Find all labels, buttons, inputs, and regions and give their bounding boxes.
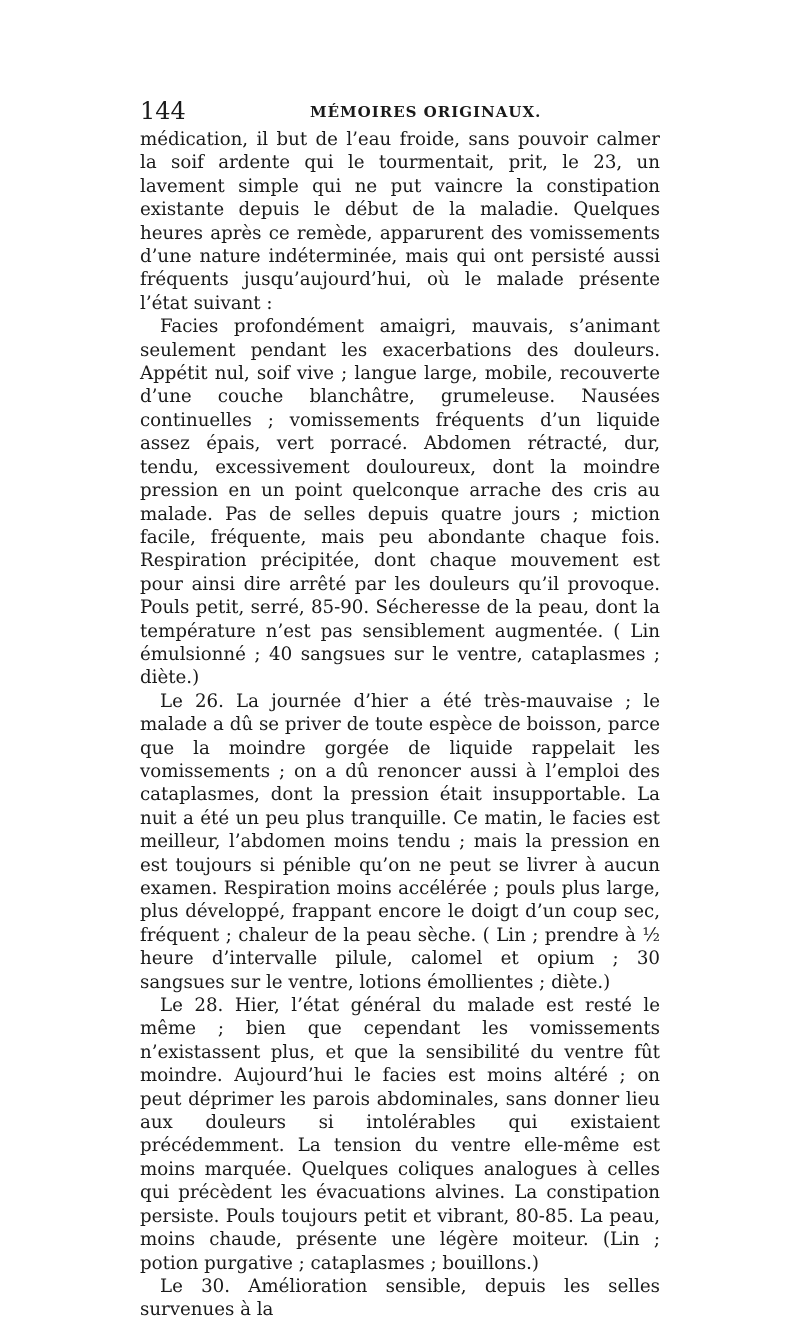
- paragraph-day-30: Le 30. Amélioration sensible, depuis les selles survenues à la: [140, 1275, 660, 1321]
- running-title: MÉMOIRES ORIGINAUX.: [310, 103, 542, 121]
- paragraph-patient-state: Facies profondément amaigri, mauvais, s’animant seulement pendant les exacerbations des douleurs. Appétit nul, soif vive ; langue large, mobile, recouverte d’une couche blanchâtre, grumeleuse. Nausées continuelles ; vomissements fréquents d’un liquide assez épais, vert porracé. Abdomen rétracté, dur, tendu, excessivement douloureux, dont la moindre pression en un point quelconque arrache des cris au malade. Pas de selles depuis quatre jours ; miction facile, fréquente, mais peu abondante chaque fois. Respiration précipitée, dont chaque mouvement est pour ainsi dire arrêté par les douleurs qu’il provoque. Pouls petit, serré, 85-90. Sécheresse de la peau, dont la température n’est pas sensiblement augmentée. ( Lin émulsionné ; 40 sangsues sur le ventre, cataplasmes ; diète.): [140, 316, 660, 689]
- page-number: 144: [140, 97, 186, 125]
- paragraph-day-26: Le 26. La journée d’hier a été très-mauvaise ; le malade a dû se priver de toute espèce de boisson, parce que la moindre gorgée de liquide rappelait les vomissements ; on a dû renoncer aussi à l’emploi des cataplasmes, dont la pression était insupportable. La nuit a été un peu plus tranquille. Ce matin, le facies est meilleur, l’abdomen moins tendu ; mais la pression en est toujours si pénible qu’on ne peut se livrer à aucun examen. Respiration moins accélérée ; pouls plus large, plus développé, frappant encore le doigt d’un coup sec, fréquent ; chaleur de la peau sèche. ( Lin ; prendre à ½ heure d’intervalle pilule, calomel et opium ; 30 sangsues sur le ventre, lotions émollientes ; diète.): [140, 690, 660, 993]
- page-header: [140, 96, 660, 126]
- paragraph-day-28: Le 28. Hier, l’état général du malade est resté le même ; bien que cependant les vomissements n’existassent plus, et que la sensibilité du ventre fût moindre. Aujourd’hui le facies est moins altéré ; on peut déprimer les parois abdominales, sans donner lieu aux douleurs si intolérables qui existaient précédemment. La tension du ventre elle-même est moins marquée. Quelques coliques analogues à celles qui précèdent les évacuations alvines. La constipation persiste. Pouls toujours petit et vibrant, 80-85. La peau, moins chaude, présente une légère moiteur. (Lin ; potion purgative ; cataplasmes ; bouillons.): [140, 995, 660, 1274]
- paragraph-continuation: médication, il but de l’eau froide, sans pouvoir calmer la soif ardente qui le tourmentait, prit, le 23, un lavement simple qui ne put vaincre la constipation existante depuis le début de la maladie. Quelques heures après ce remède, apparurent des vomissements d’une nature indéterminée, mais qui ont persisté aussi fréquents jusqu’aujourd’hui, où le malade présente l’état suivant :: [140, 129, 660, 314]
- body-text: [140, 128, 660, 1322]
